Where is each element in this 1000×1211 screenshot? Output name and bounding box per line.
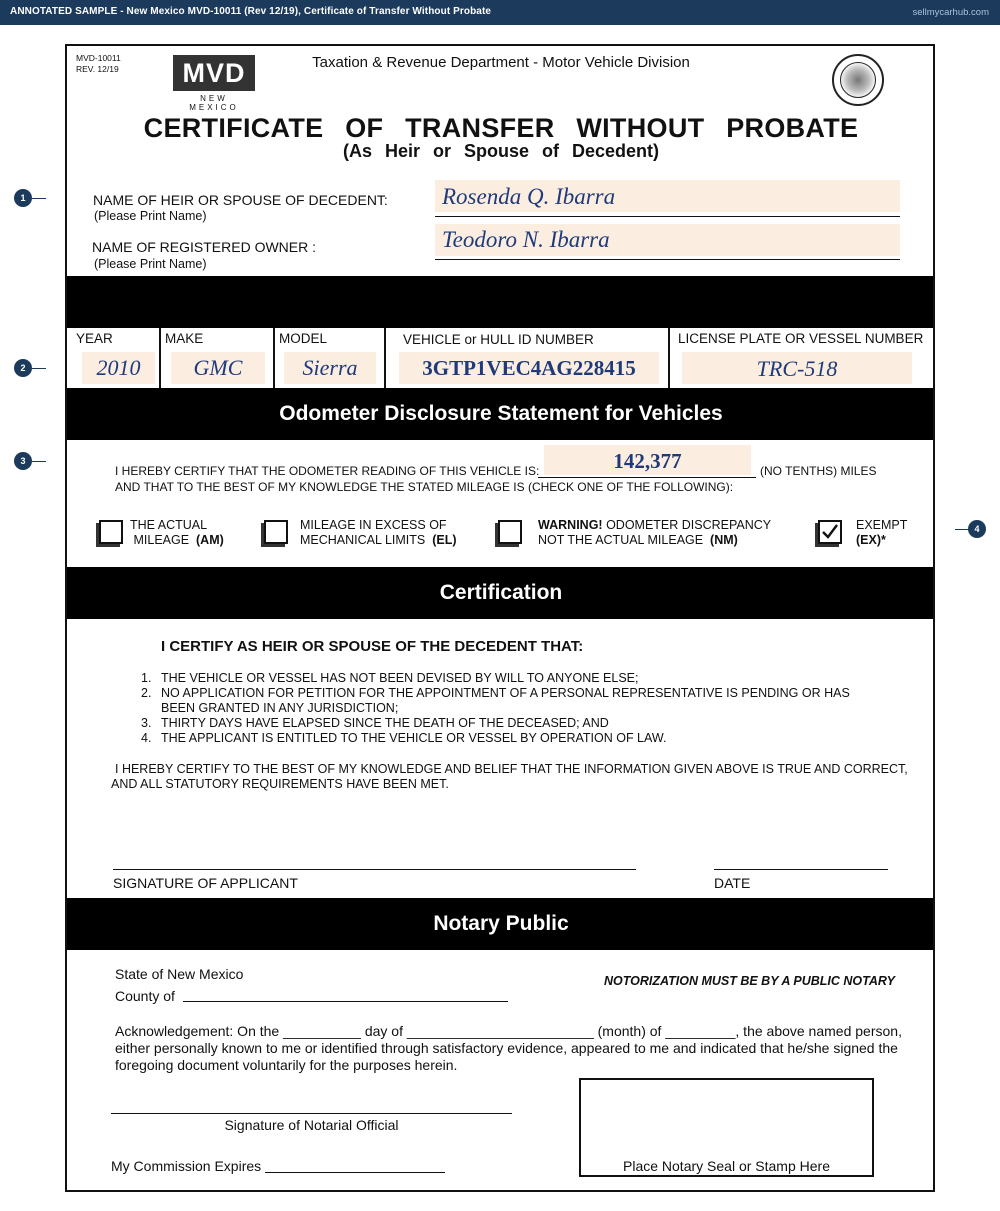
cert-item-text: THE APPLICANT IS ENTITLED TO THE VEHICLE OR VESSEL BY OPERATION OF LAW.	[161, 731, 667, 745]
vehicle-info-row	[67, 328, 935, 388]
option-excess-mileage	[300, 518, 457, 548]
option-am-line2: MILEAGE	[133, 533, 190, 547]
applicant-signature-label: SIGNATURE OF APPLICANT	[113, 875, 298, 891]
owner-name-input[interactable]: Teodoro N. Ibarra	[442, 227, 610, 252]
applicant-signature-line[interactable]	[113, 869, 636, 870]
plate-input[interactable]: TRC-518	[756, 356, 838, 381]
form-code: MVD-10011	[76, 53, 121, 63]
odometer-knowledge-line: AND THAT TO THE BEST OF MY KNOWLEDGE THE STATED MILEAGE IS (CHECK ONE OF THE FOLLOWING):	[115, 480, 734, 494]
notary-county-line[interactable]	[183, 1001, 508, 1002]
certification-lead: I CERTIFY AS HEIR OR SPOUSE OF THE DECEDENT THAT:	[161, 638, 584, 655]
banner-title: ANNOTATED SAMPLE - New Mexico MVD-10011 (Rev 12/19), Certificate of Transfer Without Probate	[10, 6, 492, 17]
certification-heading: Certification	[67, 567, 935, 619]
option-actual-mileage	[130, 518, 224, 548]
ack-line-2: either personally known to me or identified through satisfactory evidence, appeared to me and indicated that he/she signed the	[115, 1040, 898, 1056]
plate-label: LICENSE PLATE OR VESSEL NUMBER	[678, 331, 924, 346]
redacted-black-band	[67, 276, 935, 328]
option-exempt	[856, 518, 907, 548]
odometer-units: (NO TENTHS) MILES	[760, 464, 877, 478]
cert-item-number: 2.	[141, 686, 152, 700]
callout-line-4	[955, 529, 969, 530]
heir-name-sublabel: (Please Print Name)	[94, 209, 207, 223]
department-name: Taxation & Revenue Department - Motor Vehicle Division	[312, 54, 690, 71]
option-am-code: (AM)	[196, 533, 224, 547]
notary-seal-label: Place Notary Seal or Stamp Here	[623, 1158, 830, 1174]
notary-state: State of New Mexico	[115, 966, 244, 982]
date-line[interactable]	[714, 869, 888, 870]
heir-name-label: NAME OF HEIR OR SPOUSE OF DECEDENT:	[93, 192, 388, 208]
commission-expires-line[interactable]	[265, 1172, 445, 1173]
cert-item-number: 3.	[141, 716, 152, 730]
certify-statement-line1: I HEREBY CERTIFY TO THE BEST OF MY KNOWLEDGE AND BELIEF THAT THE INFORMATION GIVEN ABOVE IS TRUE AND CORRECT,	[115, 762, 908, 776]
certificate-form	[65, 44, 935, 1192]
owner-name-underline	[435, 259, 900, 260]
certification-list	[141, 671, 850, 746]
cert-item-number: 4.	[141, 731, 152, 745]
heir-name-input[interactable]: Rosenda Q. Ibarra	[442, 184, 616, 209]
option-el-line1: MILEAGE IN EXCESS OF	[300, 518, 447, 532]
cert-item-text: THE VEHICLE OR VESSEL HAS NOT BEEN DEVISED BY WILL TO ANYONE ELSE;	[161, 671, 639, 685]
option-nm-line1: ODOMETER DISCREPANCY	[606, 518, 772, 532]
option-nm-code: (NM)	[710, 533, 738, 547]
option-nm-line2: NOT THE ACTUAL MILEAGE	[538, 533, 704, 547]
checkbox-exempt[interactable]	[818, 520, 842, 544]
form-title: CERTIFICATE OF TRANSFER WITHOUT PROBATE	[143, 113, 859, 143]
cert-item-number: 1.	[141, 671, 152, 685]
cert-item-number	[141, 701, 161, 716]
cert-item-text: THIRTY DAYS HAVE ELAPSED SINCE THE DEATH OF THE DECEASED; AND	[161, 716, 609, 730]
ack-line-1: Acknowledgement: On the __________ day of ________________________ (month) of _________, the above named person,	[115, 1023, 902, 1039]
banner-site-link[interactable]: sellmycarhub.com	[912, 7, 989, 18]
callout-marker-2: 2	[14, 359, 32, 377]
make-input[interactable]: GMC	[193, 355, 243, 380]
callout-marker-1: 1	[14, 189, 32, 207]
owner-name-label: NAME OF REGISTERED OWNER :	[92, 239, 317, 255]
option-ex-code: (EX)*	[856, 533, 886, 547]
checkbox-excess-mechanical-limits[interactable]	[264, 520, 288, 544]
owner-name-sublabel: (Please Print Name)	[94, 257, 207, 271]
option-not-actual-mileage	[538, 518, 771, 548]
vin-input[interactable]: 3GTP1VEC4AG228415	[422, 356, 636, 380]
callout-line-2	[32, 368, 46, 369]
year-label: YEAR	[76, 331, 113, 346]
callout-line-1	[32, 198, 46, 199]
model-input[interactable]: Sierra	[302, 355, 358, 380]
odometer-reading-underline	[538, 477, 756, 478]
year-input[interactable]: 2010	[96, 355, 141, 380]
callout-marker-3: 3	[14, 452, 32, 470]
state-seal-icon	[832, 54, 884, 106]
odometer-reading-input[interactable]: 142,377	[613, 449, 682, 473]
option-nm-warning: WARNING!	[538, 518, 603, 532]
notary-acknowledgement	[115, 1023, 902, 1074]
form-subtitle: (As Heir or Spouse of Decedent)	[342, 141, 660, 161]
odometer-certify-line: I HEREBY CERTIFY THAT THE ODOMETER READING OF THIS VEHICLE IS:	[115, 464, 540, 478]
mvd-logo: MVD	[173, 55, 255, 91]
notary-signature-label: Signature of Notarial Official	[224, 1117, 399, 1133]
date-label: DATE	[714, 875, 751, 891]
notary-requirement-note: NOTORIZATION MUST BE BY A PUBLIC NOTARY	[604, 974, 895, 988]
checkbox-actual-mileage[interactable]	[99, 520, 123, 544]
odometer-heading: Odometer Disclosure Statement for Vehicles	[67, 388, 935, 440]
checkbox-not-actual-mileage[interactable]	[498, 520, 522, 544]
option-el-code: (EL)	[432, 533, 457, 547]
option-am-line1: THE ACTUAL	[130, 518, 208, 532]
make-label: MAKE	[165, 331, 204, 346]
certify-statement-line2: AND ALL STATUTORY REQUIREMENTS HAVE BEEN MET.	[111, 777, 449, 791]
vin-label: VEHICLE or HULL ID NUMBER	[403, 332, 594, 347]
option-ex-line1: EXEMPT	[856, 518, 908, 532]
notary-heading: Notary Public	[67, 898, 935, 950]
callout-marker-4: 4	[968, 520, 986, 538]
heir-name-underline	[435, 216, 900, 217]
form-revision: REV. 12/19	[76, 64, 119, 74]
mvd-logo-subtitle: NEW MEXICO	[189, 94, 239, 112]
model-label: MODEL	[279, 331, 328, 346]
top-banner	[0, 0, 1000, 25]
cert-item-text: NO APPLICATION FOR PETITION FOR THE APPOINTMENT OF A PERSONAL REPRESENTATIVE IS PENDING OR HAS	[161, 686, 850, 700]
checkmark-icon	[820, 522, 840, 542]
callout-line-3	[32, 461, 46, 462]
notary-county-label: County of	[115, 988, 175, 1004]
commission-expires-label: My Commission Expires	[111, 1158, 262, 1174]
option-el-line2: MECHANICAL LIMITS	[300, 533, 426, 547]
ack-line-3: foregoing document voluntarily for the purposes herein.	[115, 1057, 458, 1073]
notary-signature-line[interactable]	[111, 1113, 512, 1114]
cert-item-text: BEEN GRANTED IN ANY JURISDICTION;	[161, 701, 399, 715]
